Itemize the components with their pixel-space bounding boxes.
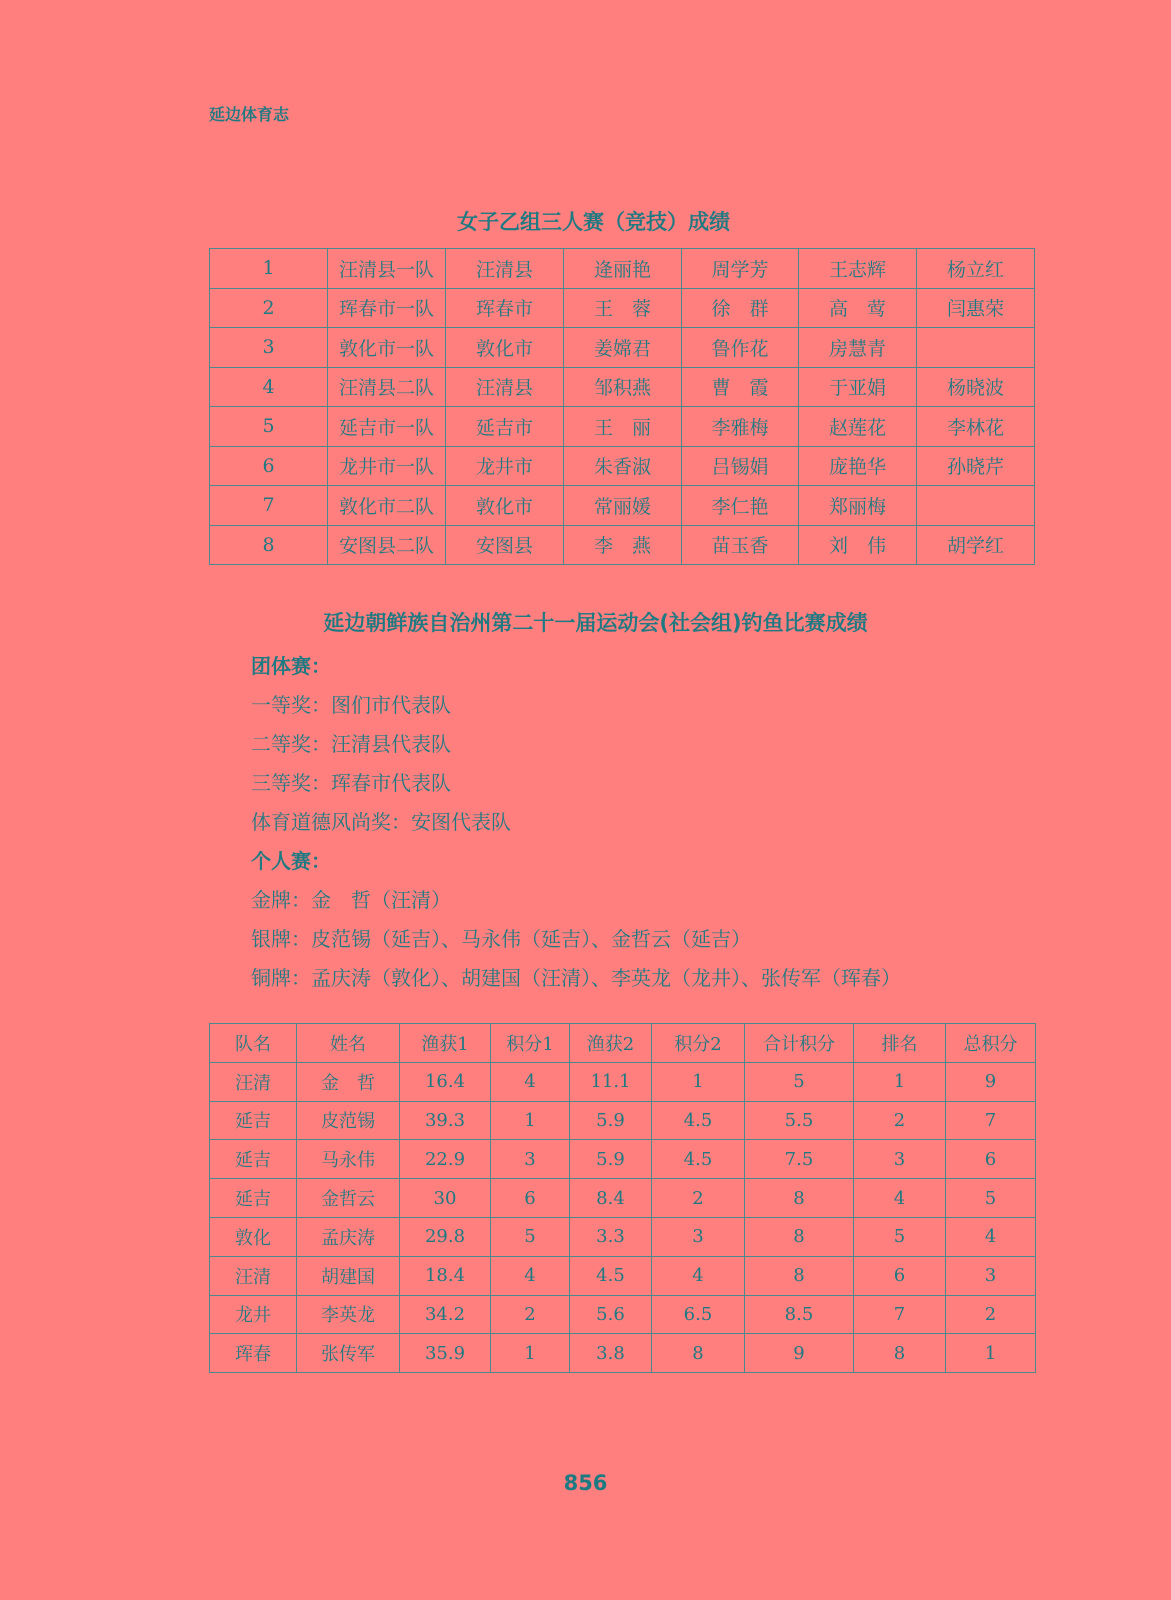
table-cell: 敦化市二队 xyxy=(328,486,446,526)
table-cell: 5 xyxy=(210,407,328,447)
table-row xyxy=(210,1179,1036,1218)
table-cell: 汪清县二队 xyxy=(328,367,446,407)
column-header: 队名 xyxy=(210,1024,297,1063)
table-row xyxy=(210,486,1035,526)
table-cell: 汪清县 xyxy=(446,367,564,407)
table-cell: 4 xyxy=(210,367,328,407)
table-row xyxy=(210,525,1035,565)
table-cell: 房慧青 xyxy=(799,328,917,368)
table-cell: 4.5 xyxy=(570,1256,652,1295)
column-header: 渔获2 xyxy=(570,1024,652,1063)
table-cell: 1 xyxy=(854,1062,946,1101)
table-cell: 30 xyxy=(400,1179,491,1218)
table-cell: 6 xyxy=(210,446,328,486)
table-cell: 龙井市一队 xyxy=(328,446,446,486)
table-header-row xyxy=(210,1024,1036,1063)
table-cell: 7 xyxy=(210,486,328,526)
table-cell: 1 xyxy=(491,1101,570,1140)
womens-team-results-table xyxy=(209,248,1035,565)
table-cell: 4 xyxy=(491,1256,570,1295)
table-cell: 6.5 xyxy=(652,1295,745,1334)
table-cell: 4.5 xyxy=(652,1140,745,1179)
table-cell: 延吉 xyxy=(210,1140,297,1179)
table-cell: 汪清县 xyxy=(446,249,564,289)
table-cell: 苗玉香 xyxy=(682,525,799,565)
table-cell: 延吉市一队 xyxy=(328,407,446,447)
award-line: 二等奖：汪清县代表队 xyxy=(251,732,451,756)
table-cell: 5 xyxy=(946,1179,1036,1218)
table-cell: 6 xyxy=(491,1179,570,1218)
table-cell: 李英龙 xyxy=(297,1295,400,1334)
table-cell: 6 xyxy=(854,1256,946,1295)
table-cell: 敦化市 xyxy=(446,486,564,526)
table-row xyxy=(210,446,1035,486)
table-cell: 1 xyxy=(946,1334,1036,1373)
table-cell: 3.3 xyxy=(570,1217,652,1256)
table-row xyxy=(210,1217,1036,1256)
fishing-results-title: 延边朝鲜族自治州第二十一届运动会(社会组)钓鱼比赛成绩 xyxy=(323,611,868,635)
column-header: 渔获1 xyxy=(400,1024,491,1063)
table-row xyxy=(210,1101,1036,1140)
table-cell: 皮范锡 xyxy=(297,1101,400,1140)
table-cell: 朱香淑 xyxy=(564,446,682,486)
table-row xyxy=(210,288,1035,328)
table-cell: 安图县 xyxy=(446,525,564,565)
table-cell: 孙晓芹 xyxy=(917,446,1035,486)
table-cell: 敦化 xyxy=(210,1217,297,1256)
table-cell: 39.3 xyxy=(400,1101,491,1140)
table-cell: 8.5 xyxy=(745,1295,854,1334)
table-cell: 2 xyxy=(652,1179,745,1218)
table-cell: 9 xyxy=(946,1062,1036,1101)
table-cell xyxy=(917,486,1035,526)
column-header: 合计积分 xyxy=(745,1024,854,1063)
column-header: 总积分 xyxy=(946,1024,1036,1063)
table-cell: 4 xyxy=(946,1217,1036,1256)
table-cell: 8 xyxy=(854,1334,946,1373)
table-cell: 赵莲花 xyxy=(799,407,917,447)
table-cell: 龙井 xyxy=(210,1295,297,1334)
table-cell: 29.8 xyxy=(400,1217,491,1256)
table-cell: 5.6 xyxy=(570,1295,652,1334)
table-row xyxy=(210,1062,1036,1101)
table-cell: 2 xyxy=(491,1295,570,1334)
table-cell: 3 xyxy=(491,1140,570,1179)
table-cell: 珲春 xyxy=(210,1334,297,1373)
table-cell: 安图县二队 xyxy=(328,525,446,565)
table-cell: 8 xyxy=(745,1217,854,1256)
table-cell: 庞艳华 xyxy=(799,446,917,486)
table-cell: 敦化市一队 xyxy=(328,328,446,368)
table-cell: 胡学红 xyxy=(917,525,1035,565)
table-row xyxy=(210,1334,1036,1373)
table-cell: 李林花 xyxy=(917,407,1035,447)
table-cell: 8 xyxy=(745,1179,854,1218)
table-row xyxy=(210,407,1035,447)
table-cell: 延吉市 xyxy=(446,407,564,447)
section-heading: 团体赛： xyxy=(251,654,331,678)
table-cell: 22.9 xyxy=(400,1140,491,1179)
table-cell: 6 xyxy=(946,1140,1036,1179)
table-cell: 延吉 xyxy=(210,1179,297,1218)
table-cell: 2 xyxy=(210,288,328,328)
table-cell: 杨立红 xyxy=(917,249,1035,289)
table-cell: 王志辉 xyxy=(799,249,917,289)
fishing-scores-table xyxy=(209,1023,1036,1373)
table-cell: 汪清 xyxy=(210,1256,297,1295)
table-cell: 延吉 xyxy=(210,1101,297,1140)
table-cell: 曹 霞 xyxy=(682,367,799,407)
table-cell: 金 哲 xyxy=(297,1062,400,1101)
table-cell: 吕锡娟 xyxy=(682,446,799,486)
column-header: 姓名 xyxy=(297,1024,400,1063)
table-cell: 徐 群 xyxy=(682,288,799,328)
table-cell: 金哲云 xyxy=(297,1179,400,1218)
table-cell: 马永伟 xyxy=(297,1140,400,1179)
table-cell: 张传军 xyxy=(297,1334,400,1373)
table-row xyxy=(210,1295,1036,1334)
table-cell: 4 xyxy=(652,1256,745,1295)
table-row xyxy=(210,1140,1036,1179)
award-line: 铜牌：孟庆涛（敦化）、胡建国（汪清）、李英龙（龙井）、张传军（珲春） xyxy=(251,966,901,990)
award-line: 三等奖：珲春市代表队 xyxy=(251,771,451,795)
table-cell: 李雅梅 xyxy=(682,407,799,447)
table-cell: 5 xyxy=(854,1217,946,1256)
table-cell: 于亚娟 xyxy=(799,367,917,407)
table-cell: 珲春市一队 xyxy=(328,288,446,328)
table-cell: 孟庆涛 xyxy=(297,1217,400,1256)
table-cell: 汪清 xyxy=(210,1062,297,1101)
table-cell: 34.2 xyxy=(400,1295,491,1334)
table-row xyxy=(210,328,1035,368)
table-cell: 高 莺 xyxy=(799,288,917,328)
table-cell: 2 xyxy=(854,1101,946,1140)
table-cell: 1 xyxy=(210,249,328,289)
table-cell: 逄丽艳 xyxy=(564,249,682,289)
table-cell: 7.5 xyxy=(745,1140,854,1179)
table-cell: 珲春市 xyxy=(446,288,564,328)
table-row xyxy=(210,1256,1036,1295)
table-cell: 汪清县一队 xyxy=(328,249,446,289)
table-cell: 王 丽 xyxy=(564,407,682,447)
table-cell: 郑丽梅 xyxy=(799,486,917,526)
table-cell: 3 xyxy=(854,1140,946,1179)
table-cell: 闫惠荣 xyxy=(917,288,1035,328)
award-line: 银牌：皮范锡（延吉）、马永伟（延吉）、金哲云（延吉） xyxy=(251,927,751,951)
table-cell: 18.4 xyxy=(400,1256,491,1295)
award-line: 体育道德风尚奖：安图代表队 xyxy=(251,810,511,834)
table-cell: 11.1 xyxy=(570,1062,652,1101)
table-cell: 7 xyxy=(854,1295,946,1334)
table-row xyxy=(210,367,1035,407)
table-cell: 8 xyxy=(210,525,328,565)
table-cell: 8 xyxy=(652,1334,745,1373)
table-cell: 周学芳 xyxy=(682,249,799,289)
table-cell xyxy=(917,328,1035,368)
table-cell: 3 xyxy=(946,1256,1036,1295)
table-cell: 35.9 xyxy=(400,1334,491,1373)
table-cell: 1 xyxy=(652,1062,745,1101)
award-line: 一等奖：图们市代表队 xyxy=(251,693,451,717)
table-cell: 龙井市 xyxy=(446,446,564,486)
table-cell: 3 xyxy=(652,1217,745,1256)
section-heading: 个人赛： xyxy=(251,849,331,873)
table-cell: 3.8 xyxy=(570,1334,652,1373)
table-row xyxy=(210,249,1035,289)
table-cell: 9 xyxy=(745,1334,854,1373)
table-cell: 杨晓波 xyxy=(917,367,1035,407)
column-header: 排名 xyxy=(854,1024,946,1063)
table-cell: 5 xyxy=(491,1217,570,1256)
table-cell: 8 xyxy=(745,1256,854,1295)
table-cell: 邹积燕 xyxy=(564,367,682,407)
table-cell: 5.5 xyxy=(745,1101,854,1140)
table-cell: 5 xyxy=(745,1062,854,1101)
table-cell: 李 燕 xyxy=(564,525,682,565)
table-cell: 8.4 xyxy=(570,1179,652,1218)
table-cell: 胡建国 xyxy=(297,1256,400,1295)
table-cell: 5.9 xyxy=(570,1140,652,1179)
table-cell: 2 xyxy=(946,1295,1036,1334)
running-header: 延边体育志 xyxy=(209,105,290,124)
table-cell: 鲁作花 xyxy=(682,328,799,368)
table-cell: 5.9 xyxy=(570,1101,652,1140)
table-cell: 3 xyxy=(210,328,328,368)
table-cell: 1 xyxy=(491,1334,570,1373)
table-cell: 4 xyxy=(491,1062,570,1101)
award-line: 金牌：金 哲（汪清） xyxy=(251,888,451,912)
page-number: 856 xyxy=(563,1471,608,1495)
award-list xyxy=(251,647,901,998)
table-cell: 7 xyxy=(946,1101,1036,1140)
table-cell: 李仁艳 xyxy=(682,486,799,526)
table-cell: 敦化市 xyxy=(446,328,564,368)
table-cell: 刘 伟 xyxy=(799,525,917,565)
column-header: 积分1 xyxy=(491,1024,570,1063)
table-cell: 王 蓉 xyxy=(564,288,682,328)
table-cell: 4 xyxy=(854,1179,946,1218)
table-cell: 常丽媛 xyxy=(564,486,682,526)
table-cell: 16.4 xyxy=(400,1062,491,1101)
table1-title: 女子乙组三人赛（竞技）成绩 xyxy=(457,210,730,234)
column-header: 积分2 xyxy=(652,1024,745,1063)
table-cell: 4.5 xyxy=(652,1101,745,1140)
table-cell: 姜嫦君 xyxy=(564,328,682,368)
